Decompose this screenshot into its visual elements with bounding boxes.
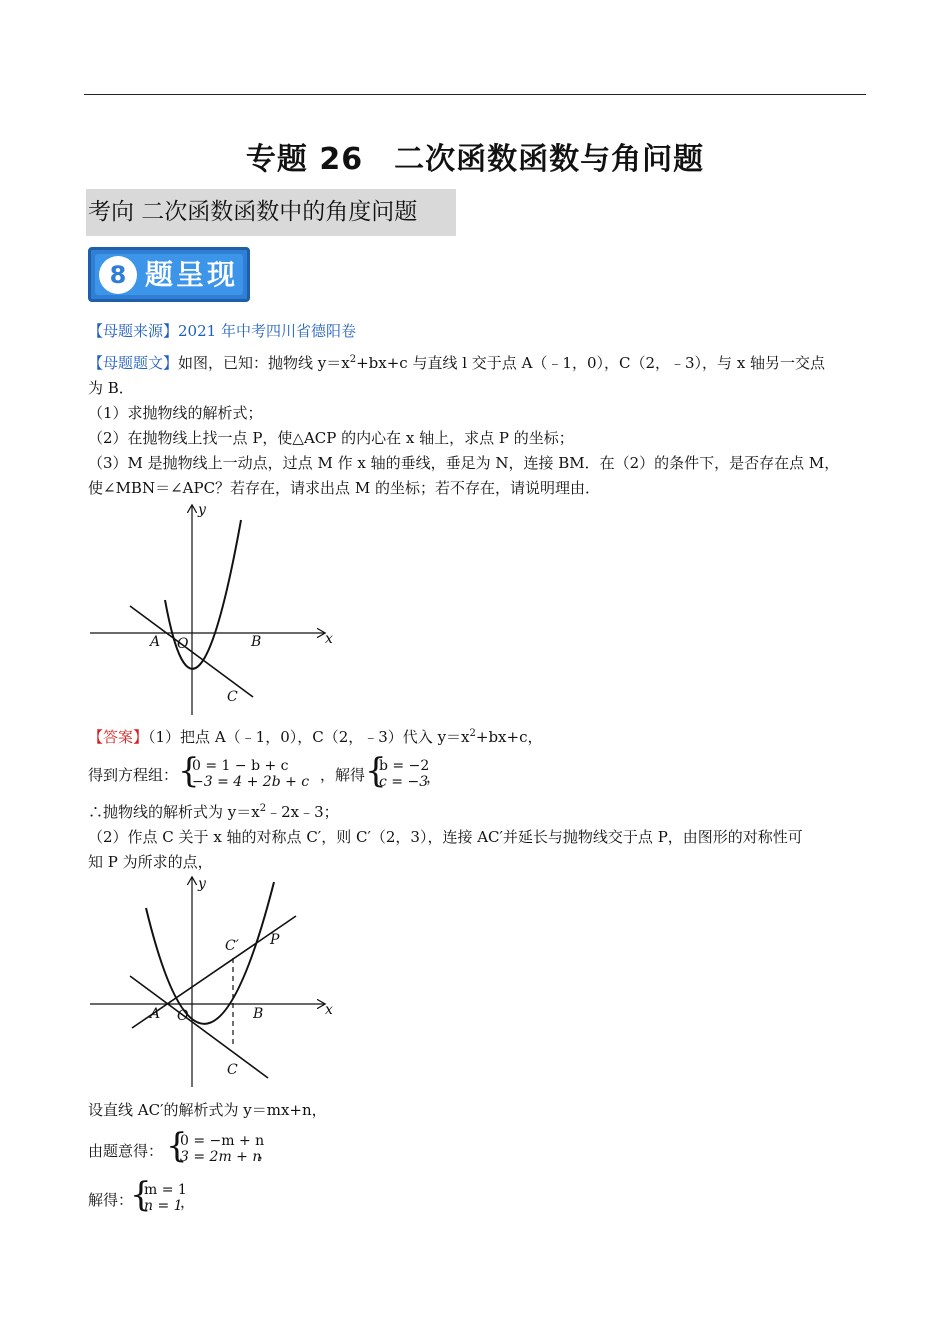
answer-line-3 bbox=[88, 801, 339, 823]
label-x: x bbox=[325, 631, 333, 647]
system-prefix: 得到方程组： bbox=[88, 766, 179, 784]
answer-text: +bx+c， bbox=[475, 728, 543, 746]
label-P: P bbox=[270, 932, 280, 948]
system-row: n = 1 bbox=[144, 1198, 183, 1214]
question-3a: （3）M 是抛物线上一动点，过点 M 作 x 轴的垂线，垂足为 N，连接 BM．在（2）的条件下，是否存在点 M， bbox=[88, 454, 840, 472]
problem-text: 如图，已知：抛物线 y＝x bbox=[178, 354, 350, 372]
system-end: ， bbox=[180, 1193, 196, 1211]
problem-label: 【母题题文】 bbox=[88, 354, 179, 372]
system-prefix: 解得： bbox=[88, 1191, 134, 1209]
exponent: 2 bbox=[349, 354, 357, 365]
problem-line-1 bbox=[88, 352, 825, 374]
system-row: b = −2 bbox=[379, 758, 430, 774]
label-O: O bbox=[177, 1008, 189, 1024]
label-C-prime: C′ bbox=[225, 938, 239, 954]
system-row: 0 = 1 − b + c bbox=[192, 758, 289, 774]
answer-label: 【答案】 bbox=[88, 728, 149, 746]
system-end: ， bbox=[426, 768, 442, 786]
brace: { bbox=[178, 751, 200, 791]
system-row: 3 = 2m + n bbox=[180, 1149, 262, 1165]
label-A: A bbox=[150, 634, 161, 650]
label-y: y bbox=[198, 876, 206, 892]
source-text: 2021 年中考四川省德阳卷 bbox=[178, 322, 356, 340]
figure-1 bbox=[88, 500, 348, 720]
cont-line-1: 设直线 AC′的解析式为 y＝mx+n， bbox=[88, 1101, 327, 1119]
label-C: C bbox=[227, 689, 238, 705]
system-row: 0 = −m + n bbox=[180, 1133, 265, 1149]
system-row: c = −3 bbox=[379, 774, 429, 790]
answer-line-5: 知 P 为所求的点， bbox=[88, 853, 213, 871]
label-x: x bbox=[325, 1002, 333, 1018]
label-A: A bbox=[150, 1006, 161, 1022]
brace: { bbox=[365, 751, 387, 791]
label-O: O bbox=[177, 636, 189, 652]
label-B: B bbox=[253, 1006, 264, 1022]
label-B: B bbox=[251, 634, 262, 650]
answer-line-4: （2）作点 C 关于 x 轴的对称点 C′，则 C′（2，3），连接 AC′并延长与抛物线交于点 P，由图形的对称性可 bbox=[88, 828, 803, 846]
source-line bbox=[88, 320, 356, 342]
system-row: −3 = 4 + 2b + c bbox=[192, 774, 310, 790]
exponent: 2 bbox=[259, 803, 267, 814]
question-1: （1）求抛物线的解析式； bbox=[88, 404, 263, 422]
label-C: C bbox=[227, 1062, 238, 1078]
line-ac bbox=[130, 976, 268, 1078]
header-rule bbox=[84, 94, 866, 95]
label-y: y bbox=[198, 502, 206, 518]
question-3b: 使∠MBN＝∠APC？若存在，请求出点 M 的坐标；若不存在，请说明理由． bbox=[88, 479, 600, 497]
system-end: ， bbox=[258, 1144, 274, 1162]
exponent: 2 bbox=[469, 728, 476, 739]
question-badge bbox=[88, 247, 250, 302]
badge-icon-glyph: 8 bbox=[109, 261, 127, 289]
equation-system-1 bbox=[178, 751, 338, 792]
system-row: m = 1 bbox=[144, 1182, 187, 1198]
source-label: 【母题来源】 bbox=[88, 322, 179, 340]
answer-text: （1）把点 A（﹣1，0），C（2，﹣3）代入 y＝x bbox=[148, 728, 470, 746]
badge-icon bbox=[99, 256, 137, 294]
figure-2 bbox=[88, 872, 348, 1094]
badge-label: 题呈现 bbox=[145, 258, 239, 291]
page-title: 专题 26 二次函数函数与角问题 bbox=[245, 142, 705, 177]
equation-system-4 bbox=[130, 1175, 210, 1216]
system-mid: ，解得 bbox=[320, 766, 366, 784]
system-prefix: 由题意得： bbox=[88, 1142, 164, 1160]
answer-text: ∴抛物线的解析式为 y＝x bbox=[88, 803, 260, 821]
brace: { bbox=[166, 1126, 188, 1166]
problem-text: +bx+c 与直线 l 交于点 A（﹣1，0），C（2，﹣3），与 x 轴另一交点 bbox=[356, 354, 826, 372]
answer-line-1 bbox=[88, 726, 543, 748]
answer-text: ﹣2x﹣3； bbox=[266, 803, 339, 821]
brace: { bbox=[130, 1175, 152, 1215]
problem-line-2: 为 B． bbox=[88, 379, 134, 397]
section-heading: 考向 二次函数函数中的角度问题 bbox=[86, 189, 456, 236]
question-2: （2）在抛物线上找一点 P，使△ACP 的内心在 x 轴上，求点 P 的坐标； bbox=[88, 429, 574, 447]
